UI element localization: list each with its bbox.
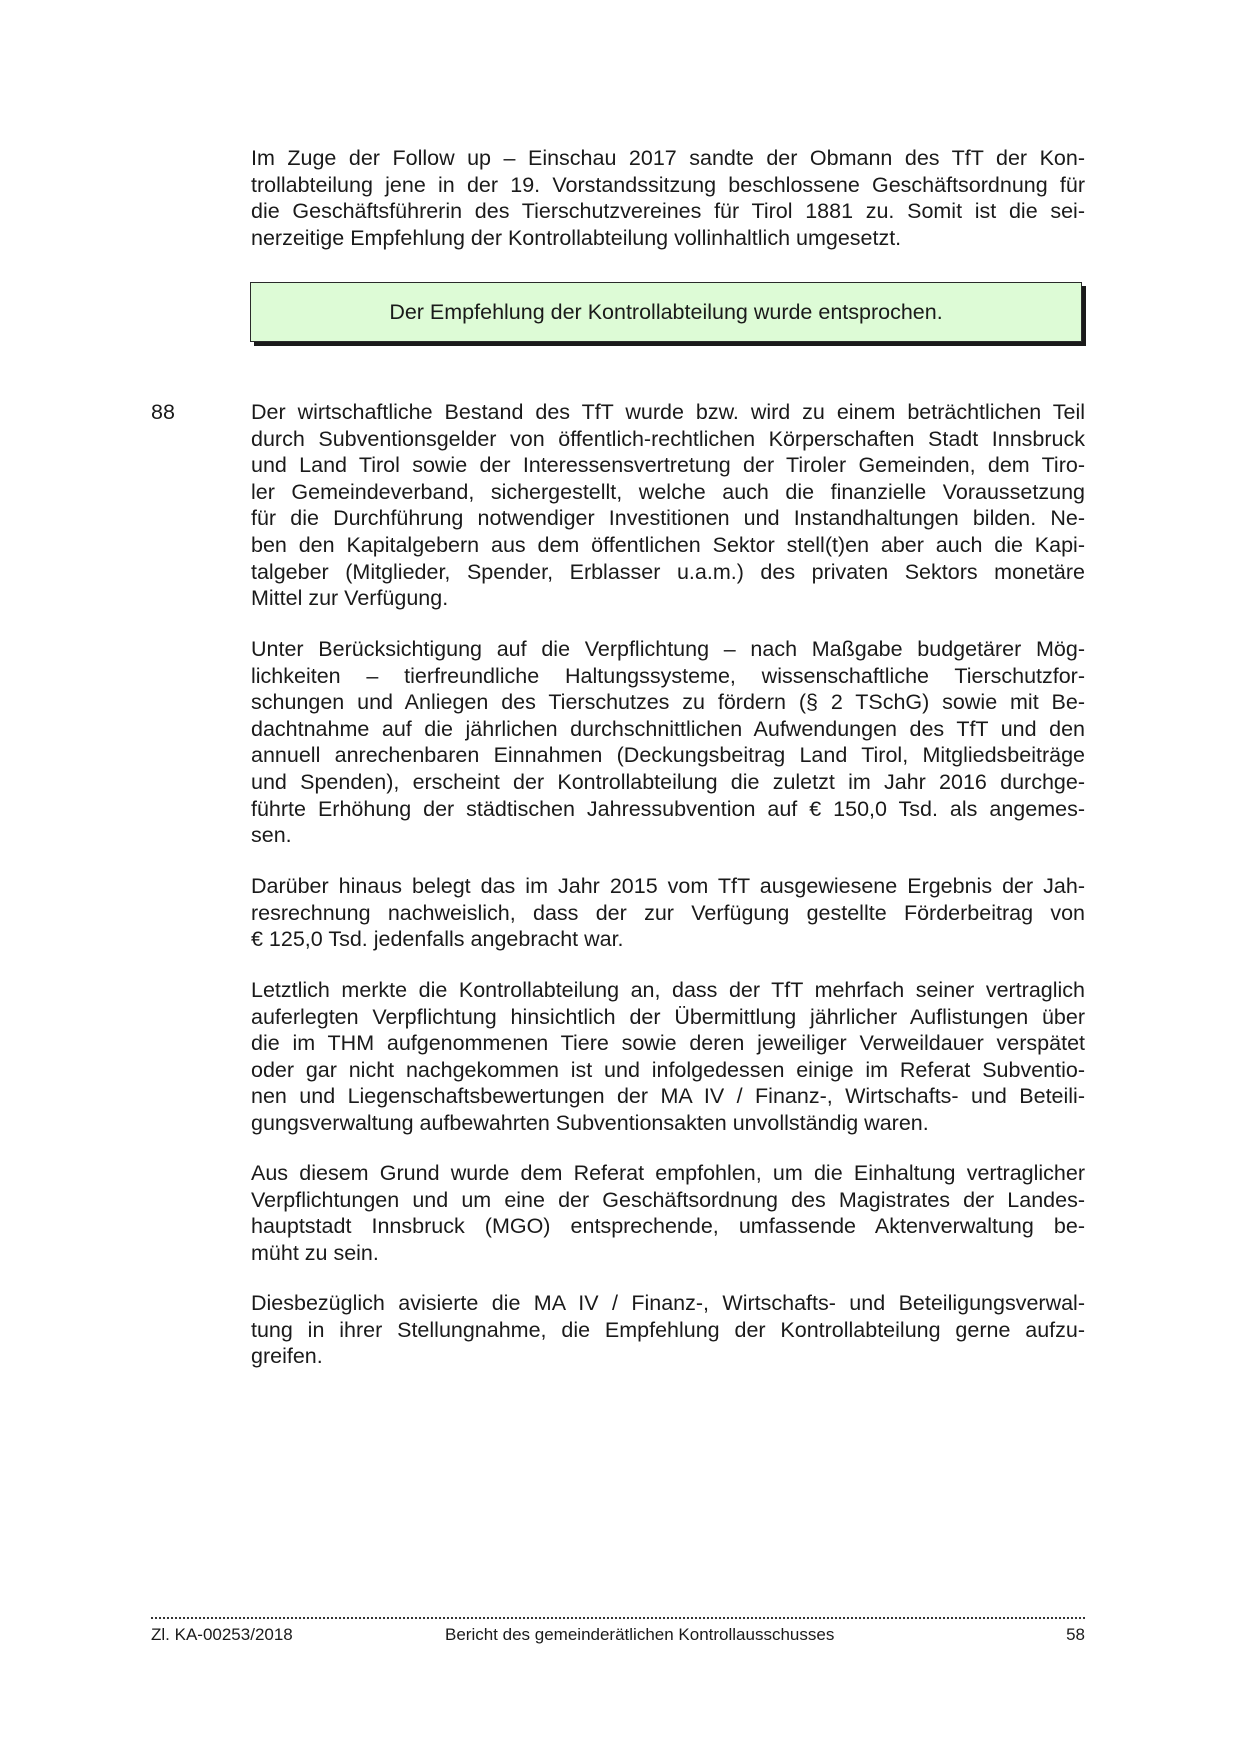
text-line: tung in ihrer Stellungnahme, die Empfehlung der Kontrollabteilung gerne aufzu- <box>251 1317 1085 1342</box>
section-number: 88 <box>151 400 175 424</box>
text-line: oder gar nicht nachgekommen ist und infolgedessen einige im Referat Subventio- <box>251 1057 1085 1082</box>
text-line: die im THM aufgenommenen Tiere sowie deren jeweiliger Verweildauer verspätet <box>251 1031 1085 1056</box>
section-paragraph <box>251 1290 1085 1370</box>
footer-divider <box>151 1617 1085 1619</box>
text-line: Aus diesem Grund wurde dem Referat empfohlen, um die Einhaltung vertraglicher <box>251 1161 1085 1185</box>
text-line: Mittel zur Verfügung. <box>251 586 449 611</box>
text-line: ler Gemeindeverband, sichergestellt, welche auch die finanzielle Voraussetzung <box>251 479 1085 504</box>
text-line: Verpflichtungen und um eine der Geschäftsordnung des Magistrates der Landes- <box>251 1187 1085 1212</box>
section-paragraph <box>251 873 1085 953</box>
text-line: dachtnahme auf die jährlichen durchschnittlichen Aufwendungen des TfT und den <box>251 716 1085 741</box>
text-line: ben den Kapitalgebern aus dem öffentlichen Sektor stell(t)en aber auch die Kapi- <box>251 532 1085 557</box>
text-line: Diesbezüglich avisierte die MA IV / Finanz-, Wirtschafts- und Beteiligungsverwal- <box>251 1291 1085 1315</box>
section-paragraph <box>251 977 1085 1137</box>
section-paragraph <box>251 636 1085 849</box>
text-line: Darüber hinaus belegt das im Jahr 2015 vom TfT ausgewiesene Ergebnis der Jah- <box>251 874 1085 898</box>
text-line: greifen. <box>251 1344 323 1369</box>
text-line: müht zu sein. <box>251 1240 379 1265</box>
text-line: und Land Tirol sowie der Interessensvertretung der Tiroler Gemeinden, dem Tiro- <box>251 453 1085 478</box>
recommendation-callout <box>250 282 1082 342</box>
text-line: für die Durchführung notwendiger Investitionen und Instandhaltungen bilden. Ne- <box>251 506 1085 531</box>
text-line: nen und Liegenschaftsbewertungen der MA IV / Finanz-, Wirtschafts- und Beteili- <box>251 1084 1085 1109</box>
text-line: Letztlich merkte die Kontrollabteilung an, dass der TfT mehrfach seiner vertraglich <box>251 978 1085 1002</box>
text-line: trollabteilung jene in der 19. Vorstandssitzung beschlossene Geschäftsordnung für <box>251 172 1085 197</box>
text-line: annuell anrechenbaren Einnahmen (Deckungsbeitrag Land Tirol, Mitgliedsbeiträge <box>251 743 1085 768</box>
text-line: Im Zuge der Follow up – Einschau 2017 sandte der Obmann des TfT der Kon- <box>251 146 1085 170</box>
text-line: Unter Berücksichtigung auf die Verpflichtung – nach Maßgabe budgetärer Mög- <box>251 637 1085 661</box>
text-line: die Geschäftsführerin des Tierschutzvereines für Tirol 1881 zu. Somit ist die sei- <box>251 199 1085 224</box>
footer-title: Bericht des gemeinderätlichen Kontrollausschusses <box>445 1625 835 1644</box>
section-paragraph <box>251 1160 1085 1266</box>
text-line: € 125,0 Tsd. jedenfalls angebracht war. <box>251 927 624 952</box>
text-line: resrechnung nachweislich, dass der zur Verfügung gestellte Förderbeitrag von <box>251 900 1085 925</box>
text-line: und Spenden), erscheint der Kontrollabteilung die zuletzt im Jahr 2016 durchge- <box>251 769 1085 794</box>
text-line: Der wirtschaftliche Bestand des TfT wurde bzw. wird zu einem beträchtlichen Teil <box>251 400 1085 424</box>
section-paragraph <box>251 399 1085 612</box>
text-line: hauptstadt Innsbruck (MGO) entsprechende, umfassende Aktenverwaltung be- <box>251 1214 1085 1239</box>
text-line: durch Subventionsgelder von öffentlich-rechtlichen Körperschaften Stadt Innsbruck <box>251 426 1085 451</box>
text-line: nerzeitige Empfehlung der Kontrollabteilung vollinhaltlich umgesetzt. <box>251 225 902 250</box>
text-line: talgeber (Mitglieder, Spender, Erblasser u.a.m.) des privaten Sektors monetäre <box>251 559 1085 584</box>
page-number: 58 <box>1066 1625 1085 1644</box>
text-line: schungen und Anliegen des Tierschutzes zu fördern (§ 2 TSchG) sowie mit Be- <box>251 690 1085 715</box>
intro-paragraph <box>251 145 1085 251</box>
text-line: sen. <box>251 823 292 848</box>
footer-reference: Zl. KA-00253/2018 <box>151 1625 293 1644</box>
text-line: gungsverwaltung aufbewahrten Subventionsakten unvollständig waren. <box>251 1110 929 1135</box>
text-line: auferlegten Verpflichtung hinsichtlich der Übermittlung jährlicher Auflistungen über <box>251 1004 1085 1029</box>
callout-text: Der Empfehlung der Kontrollabteilung wurde entsprochen. <box>389 299 943 324</box>
text-line: führte Erhöhung der städtischen Jahressubvention auf € 150,0 Tsd. als angemes- <box>251 796 1085 821</box>
text-line: lichkeiten – tierfreundliche Haltungssysteme, wissenschaftliche Tierschutzfor- <box>251 663 1085 688</box>
